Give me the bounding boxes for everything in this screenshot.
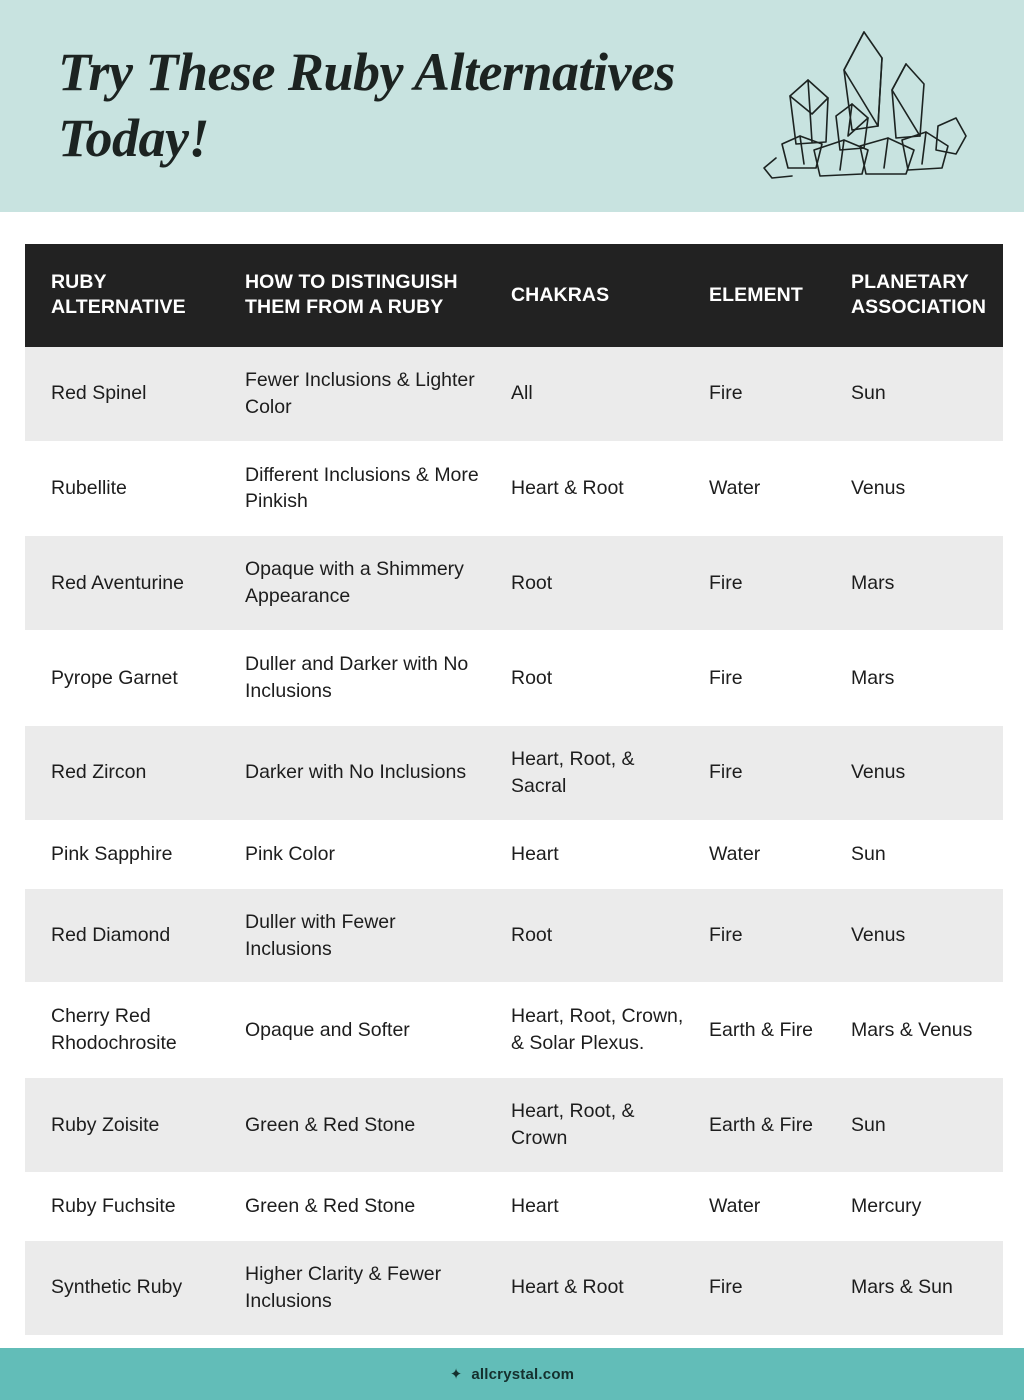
cell-element: Earth & Fire	[687, 983, 829, 1078]
cell-element: Fire	[687, 888, 829, 983]
cell-planet: Sun	[829, 820, 1003, 888]
cell-alternative: Cherry Red Rhodochrosite	[25, 983, 221, 1078]
table-body	[25, 347, 1003, 1336]
cell-alternative: Red Diamond	[25, 888, 221, 983]
column-header-element: ELEMENT	[687, 244, 829, 347]
cell-distinguish: Different Inclusions & More Pinkish	[221, 441, 487, 536]
cell-chakras: Heart	[487, 1173, 687, 1241]
cell-distinguish: Opaque with a Shimmery Appearance	[221, 536, 487, 631]
cell-element: Fire	[687, 631, 829, 726]
cell-chakras: Heart & Root	[487, 1241, 687, 1336]
table-row	[25, 631, 1003, 726]
cell-planet: Mars & Sun	[829, 1241, 1003, 1336]
cell-chakras: Root	[487, 888, 687, 983]
cell-distinguish: Pink Color	[221, 820, 487, 888]
table-row	[25, 983, 1003, 1078]
page-footer	[0, 1348, 1024, 1400]
cell-distinguish: Darker with No Inclusions	[221, 725, 487, 820]
cell-alternative: Pink Sapphire	[25, 820, 221, 888]
cell-alternative: Red Aventurine	[25, 536, 221, 631]
crystal-cluster-illustration-icon	[756, 18, 976, 198]
cell-chakras: Heart, Root, & Crown	[487, 1078, 687, 1173]
cell-distinguish: Green & Red Stone	[221, 1078, 487, 1173]
cell-distinguish: Duller and Darker with No Inclusions	[221, 631, 487, 726]
cell-planet: Mars & Venus	[829, 983, 1003, 1078]
table-row	[25, 441, 1003, 536]
cell-alternative: Pyrope Garnet	[25, 631, 221, 726]
column-header-how-to-distinguish: HOW TO DISTINGUISH THEM FROM A RUBY	[221, 244, 487, 347]
cell-planet: Venus	[829, 441, 1003, 536]
column-header-ruby-alternative: RUBY ALTERNATIVE	[25, 244, 221, 347]
column-header-chakras: CHAKRAS	[487, 244, 687, 347]
cell-chakras: Heart	[487, 820, 687, 888]
column-header-planetary-association: PLANETARY ASSOCIATION	[829, 244, 1003, 347]
table-row	[25, 888, 1003, 983]
cell-element: Water	[687, 441, 829, 536]
table-row	[25, 1078, 1003, 1173]
cell-element: Water	[687, 1173, 829, 1241]
cell-alternative: Ruby Fuchsite	[25, 1173, 221, 1241]
cell-element: Fire	[687, 536, 829, 631]
ruby-alternatives-table	[25, 244, 999, 1336]
cell-planet: Mars	[829, 631, 1003, 726]
cell-alternative: Red Spinel	[25, 347, 221, 441]
cell-distinguish: Opaque and Softer	[221, 983, 487, 1078]
table-row	[25, 536, 1003, 631]
table-row	[25, 820, 1003, 888]
table-row	[25, 1241, 1003, 1336]
cell-planet: Venus	[829, 725, 1003, 820]
page-title: Try These Ruby Alternatives Today!	[58, 42, 675, 168]
cell-distinguish: Fewer Inclusions & Lighter Color	[221, 347, 487, 441]
cell-element: Fire	[687, 725, 829, 820]
cell-element: Water	[687, 820, 829, 888]
cell-element: Fire	[687, 347, 829, 441]
table-header-row	[25, 244, 1003, 347]
cell-chakras: Heart, Root, Crown, & Solar Plexus.	[487, 983, 687, 1078]
cell-element: Earth & Fire	[687, 1078, 829, 1173]
cell-chakras: Root	[487, 536, 687, 631]
cell-planet: Mars	[829, 536, 1003, 631]
cell-alternative: Synthetic Ruby	[25, 1241, 221, 1336]
cell-distinguish: Higher Clarity & Fewer Inclusions	[221, 1241, 487, 1336]
cell-planet: Sun	[829, 1078, 1003, 1173]
cell-distinguish: Green & Red Stone	[221, 1173, 487, 1241]
table-row	[25, 1173, 1003, 1241]
table-row	[25, 725, 1003, 820]
cell-planet: Mercury	[829, 1173, 1003, 1241]
cell-chakras: Heart & Root	[487, 441, 687, 536]
cell-alternative: Ruby Zoisite	[25, 1078, 221, 1173]
page-header	[0, 0, 1024, 212]
cell-element: Fire	[687, 1241, 829, 1336]
cell-planet: Sun	[829, 347, 1003, 441]
cell-planet: Venus	[829, 888, 1003, 983]
sparkle-icon: ✦	[449, 1365, 463, 1383]
table-header	[25, 244, 1003, 347]
table-row	[25, 347, 1003, 441]
cell-alternative: Rubellite	[25, 441, 221, 536]
cell-chakras: All	[487, 347, 687, 441]
cell-chakras: Root	[487, 631, 687, 726]
cell-distinguish: Duller with Fewer Inclusions	[221, 888, 487, 983]
cell-alternative: Red Zircon	[25, 725, 221, 820]
cell-chakras: Heart, Root, & Sacral	[487, 725, 687, 820]
footer-site-label: allcrystal.com	[471, 1365, 575, 1383]
